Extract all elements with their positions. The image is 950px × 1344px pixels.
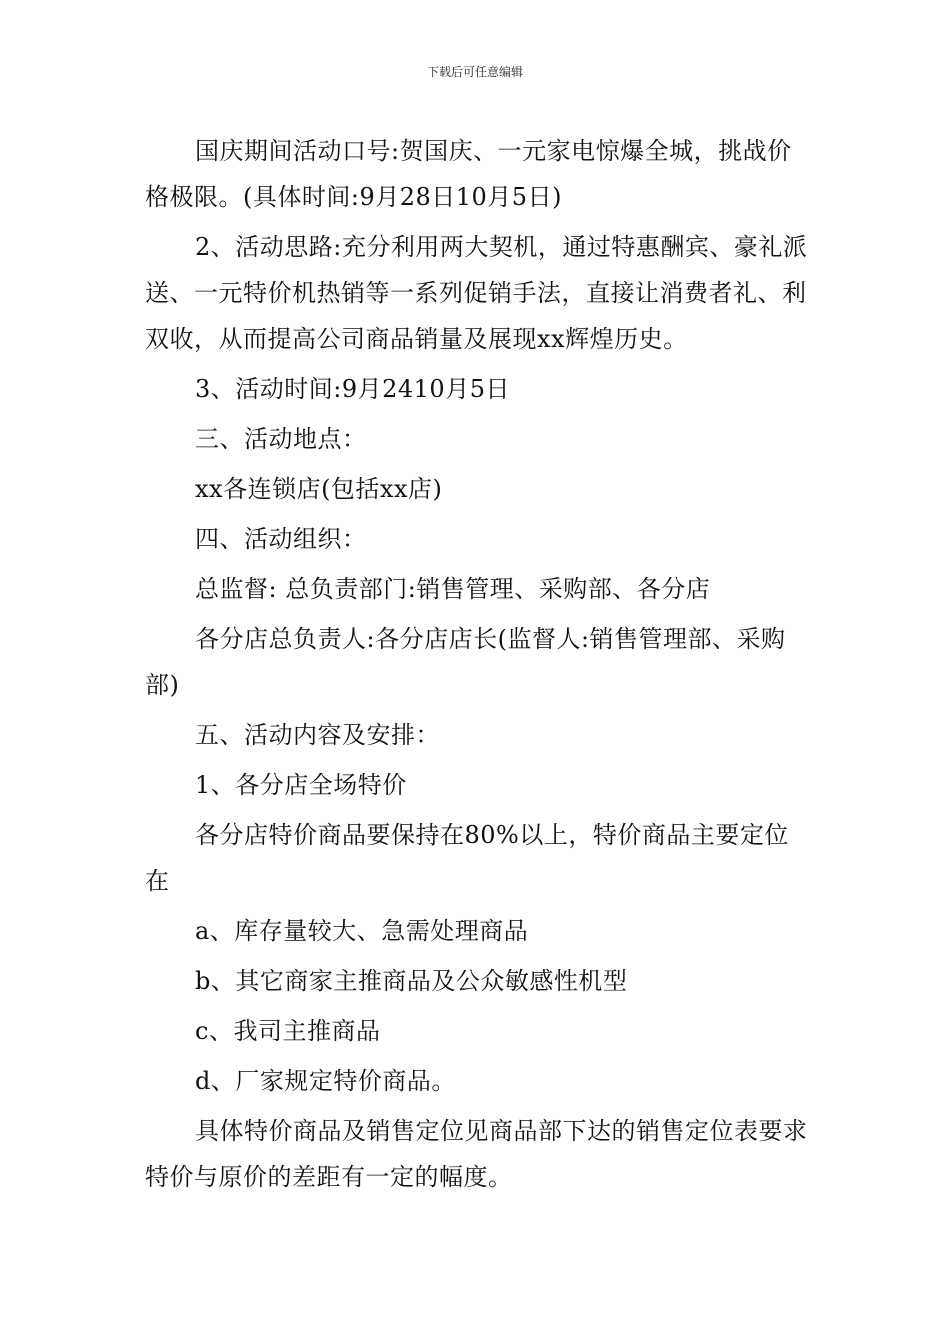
paragraph-activity-time: 3、活动时间:9月2410月5日: [195, 375, 510, 403]
section-heading-organization: 四、活动组织：: [195, 525, 367, 553]
paragraph-supervisor: 总监督: 总负责部门:销售管理、采购部、各分店: [195, 575, 711, 603]
document-body: [145, 128, 810, 1204]
list-item-d: d、厂家规定特价商品。: [195, 1067, 456, 1095]
paragraph-activity-idea: 2、活动思路:充分利用两大契机，通过特惠酬宾、豪礼派送、一元特价机热销等一系列促销手法，直接让消费者礼、利双收，从而提高公司商品销量及展现xx辉煌历史。: [145, 233, 808, 353]
paragraph-branch-manager: 各分店总负责人:各分店店长(监督人:销售管理部、采购部): [145, 625, 786, 699]
page-header: 下载后可任意编辑: [426, 65, 523, 79]
paragraph-special-goods: 各分店特价商品要保持在80%以上，特价商品主要定位在: [145, 821, 789, 895]
paragraph-slogan: 国庆期间活动口号:贺国庆、一元家电惊爆全城，挑战价格极限。(具体时间:9月28日10月5日): [145, 137, 792, 211]
paragraph-location: xx各连锁店(包括xx店): [195, 475, 443, 503]
list-item-c: c、我司主推商品: [195, 1017, 381, 1045]
section-heading-location: 三、活动地点：: [195, 425, 367, 453]
list-item-b: b、其它商家主推商品及公众敏感性机型: [195, 967, 628, 995]
paragraph-item-1: 1、各分店全场特价: [195, 771, 407, 799]
list-item-a: a、库存量较大、急需处理商品: [195, 917, 529, 945]
section-heading-content: 五、活动内容及安排：: [195, 721, 440, 749]
paragraph-pricing-detail: 具体特价商品及销售定位见商品部下达的销售定位表要求特价与原价的差距有一定的幅度。: [145, 1117, 808, 1191]
